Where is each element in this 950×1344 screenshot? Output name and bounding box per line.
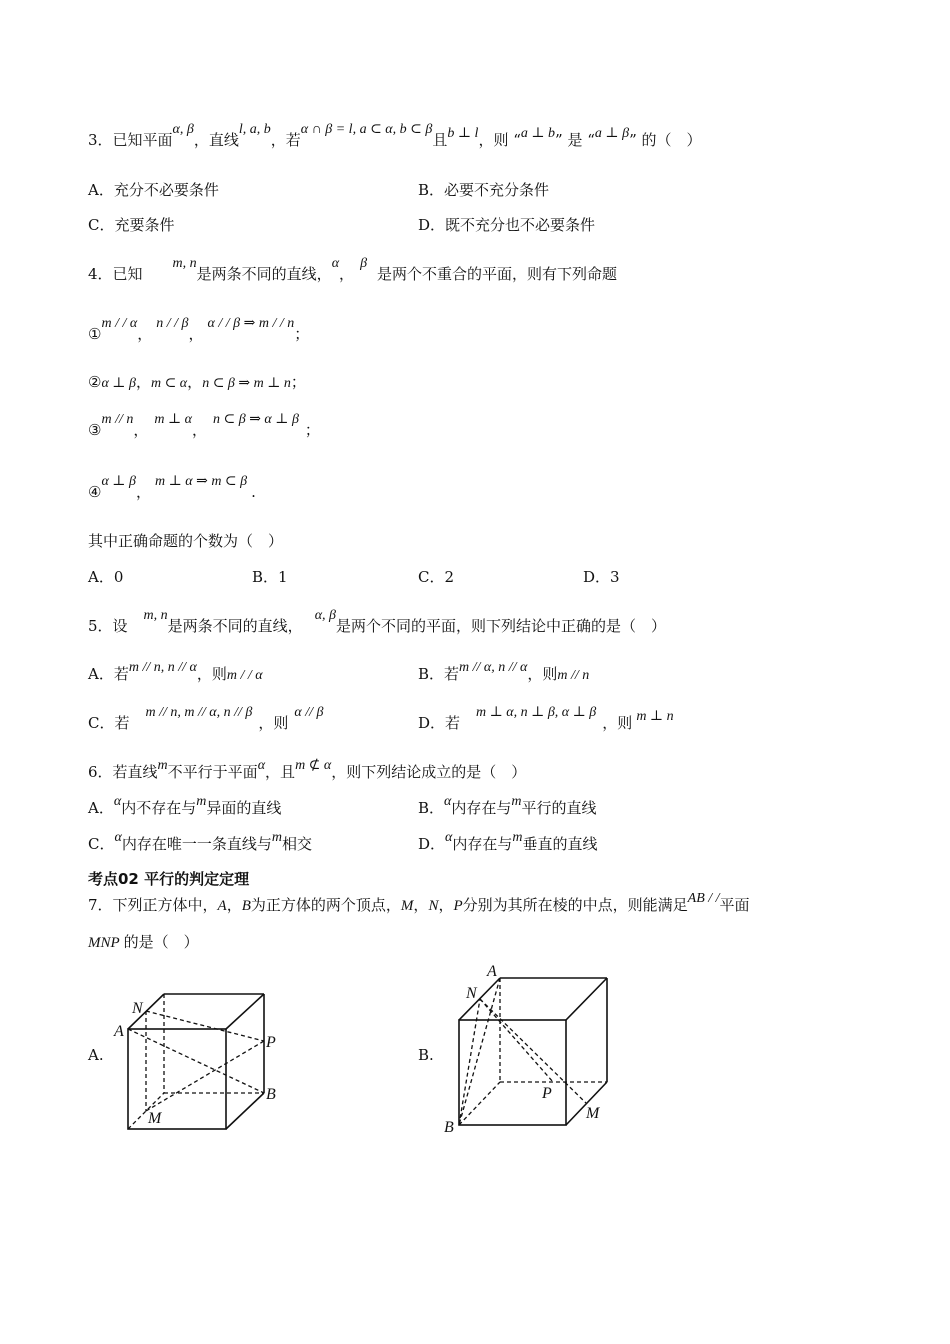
q7-var: MNP [88, 935, 120, 951]
q4-option-a[interactable]: A．0 [88, 568, 124, 586]
q6-b-math: m [511, 794, 522, 809]
q6-d-math: m [512, 830, 523, 845]
q3-option-b[interactable]: B．必要不充分条件 [418, 181, 550, 199]
q5-d-text: D．若 [418, 714, 461, 732]
q6-text: 6．若直线 [88, 763, 158, 781]
q6-a-math: m [196, 794, 207, 809]
q6-d-text: D． [418, 835, 446, 853]
q4-p4-number: ④ [88, 483, 102, 501]
q4-text: ， [339, 265, 355, 283]
q4-text: 是两个不重合的平面，则有下列命题 [377, 265, 618, 283]
q3-text: ” 的（ ） [629, 131, 702, 149]
q6-text: ，且 [265, 763, 296, 781]
q7-figure-b-label[interactable]: B. [418, 1046, 434, 1064]
q3-text: 且 [432, 131, 448, 149]
q7-text: ， [226, 896, 242, 914]
q7-var: A [217, 898, 227, 914]
q3-math-bl: b ⊥ l [447, 126, 479, 141]
segment-NM [480, 999, 586, 1103]
q4-p2-sep: ， [187, 373, 203, 391]
label-A: A [114, 1023, 124, 1040]
q7-figure-b-cube [440, 960, 620, 1140]
q3-math-abeta: a ⊥ β [594, 126, 630, 141]
q7-text: 的是（ ） [123, 933, 199, 951]
q5-text: 5．设 [88, 617, 128, 635]
q4-p3-end: ； [304, 421, 320, 439]
q4-p1-math: m / / α [101, 316, 138, 331]
q6-math: α [257, 758, 266, 773]
label-M: M [586, 1105, 600, 1122]
q6-math: m [157, 758, 168, 773]
q7-text: 7．下列正方体中， [88, 896, 218, 914]
q5-option-c[interactable] [88, 705, 324, 735]
segment-NP [480, 999, 553, 1082]
q5-text: 是两条不同的直线， [167, 617, 303, 635]
q6-a-math: α [113, 794, 122, 809]
q3-text: ，直线 [193, 131, 239, 149]
q4-p3-sep: ， [133, 421, 149, 439]
q6-c-text: C． [88, 835, 115, 853]
q5-stem [88, 608, 667, 638]
q5-c-math: m // n, m // α, n // β [145, 705, 253, 720]
q7-text: 分别为其所在棱的中点，则能满足 [462, 896, 688, 914]
q4-p1-number: ① [88, 325, 102, 343]
q5-d-text: ，则 [602, 714, 633, 732]
q5-d-math: m ⊥ α, n ⊥ β, α ⊥ β [476, 705, 597, 720]
q6-d-text: 垂直的直线 [522, 835, 598, 853]
q7-var: B [241, 898, 251, 914]
q6-c-text: 相交 [281, 835, 312, 853]
q5-b-math: m // n [557, 668, 590, 683]
q5-c-text: C．若 [88, 714, 130, 732]
q5-option-a[interactable] [88, 660, 263, 686]
label-P: P [266, 1034, 276, 1051]
q4-p1-end: ； [294, 325, 310, 343]
q4-p1-math: α / / β ⇒ m / / n [207, 316, 295, 331]
q5-math-planes: α, β [314, 608, 337, 623]
q4-p1-sep: ， [137, 325, 153, 343]
q5-b-text: B．若 [418, 665, 460, 683]
q4-p3-number: ③ [88, 421, 102, 439]
q7-stem [88, 891, 750, 917]
q6-stem [88, 758, 527, 784]
cube-edge [566, 978, 607, 1020]
cube-edge [226, 1093, 264, 1129]
q7-text: 平面 [719, 896, 750, 914]
cube-edge [226, 994, 264, 1029]
q6-d-text: 内存在与 [452, 835, 513, 853]
q4-p2-math: m ⊂ α [150, 376, 188, 391]
q6-a-text: A． [88, 799, 114, 817]
q4-p3-math: m // n [101, 412, 134, 427]
q4-question: 其中正确命题的个数为（ ） [88, 532, 284, 550]
q7-var: M [400, 898, 414, 914]
q7-figure-a-label[interactable]: A. [88, 1046, 104, 1064]
q6-math: m ⊄ α [295, 758, 332, 773]
q6-b-math: α [444, 794, 452, 809]
q4-p2-math: n ⊂ β ⇒ m ⊥ n [202, 376, 291, 391]
q4-proposition-3 [88, 412, 320, 442]
q6-option-b[interactable] [418, 794, 597, 820]
q5-a-text: ，则 [196, 665, 227, 683]
q6-a-text: 异面的直线 [206, 799, 282, 817]
q4-p4-end: . [251, 483, 256, 501]
q3-stem [88, 122, 702, 152]
q6-option-c[interactable] [88, 830, 312, 856]
q5-a-math: m / / α [226, 668, 263, 683]
q6-option-a[interactable] [88, 794, 282, 820]
q6-b-text: 内存在与 [451, 799, 512, 817]
q3-math-ab: a ⊥ b [520, 126, 556, 141]
q5-b-text: ，则 [527, 665, 558, 683]
label-M: M [148, 1110, 162, 1127]
q5-c-text: ，则 [258, 714, 289, 732]
q3-option-a[interactable]: A．充分不必要条件 [88, 181, 219, 199]
q4-math-mn: m, n [172, 256, 197, 271]
q4-p3-math: n ⊂ β ⇒ α ⊥ β [213, 412, 299, 427]
q5-option-b[interactable] [418, 660, 590, 686]
q7-var: P [453, 898, 463, 914]
q3-math-planes: α, β [172, 122, 194, 137]
q5-math-mn: m, n [143, 608, 168, 623]
q4-p2-math: α ⊥ β [101, 376, 136, 391]
q4-math-beta: β [360, 256, 368, 271]
q6-a-text: 内不存在与 [121, 799, 197, 817]
q4-proposition-1 [88, 316, 310, 346]
q6-b-text: 平行的直线 [521, 799, 597, 817]
q4-text: 4．已知 [88, 265, 143, 283]
label-P: P [542, 1085, 552, 1102]
q4-p1-sep: ， [188, 325, 204, 343]
q7-text: ， [438, 896, 454, 914]
q7-figure-a-cube [110, 985, 280, 1140]
q4-proposition-2 [88, 372, 306, 394]
q6-text: ，则下列结论成立的是（ ） [331, 763, 527, 781]
q6-option-d[interactable] [418, 830, 598, 856]
q7-math: AB / / [687, 891, 720, 906]
q5-b-math: m // α, n // α [459, 660, 528, 675]
q3-math-condition: α ∩ β = l, a ⊂ α, b ⊂ β [300, 122, 433, 137]
q4-p2-sep: ， [135, 373, 151, 391]
q6-text: 不平行于平面 [167, 763, 258, 781]
label-N: N [466, 985, 477, 1002]
q4-p2-end: ； [290, 373, 306, 391]
q5-a-math: m // n, n // α [128, 660, 197, 675]
q7-var: N [428, 898, 439, 914]
q4-math-alpha: α [331, 256, 340, 271]
q7-text: 为正方体的两个顶点， [250, 896, 401, 914]
q3-text: ，则 “ [478, 131, 521, 149]
q4-stem [88, 256, 618, 286]
label-A: A [487, 963, 497, 980]
q4-p3-sep: ， [191, 421, 207, 439]
q4-p3-math: m ⊥ α [154, 412, 192, 427]
q7-text: ， [413, 896, 429, 914]
q4-option-b[interactable]: B．1 [252, 568, 288, 586]
q3-text: 3．已知平面 [88, 131, 173, 149]
q6-c-math: m [271, 830, 282, 845]
q3-text: ，若 [270, 131, 301, 149]
label-N: N [132, 1000, 143, 1017]
q5-option-d[interactable] [418, 705, 674, 735]
label-B: B [444, 1119, 454, 1136]
q5-d-math: m ⊥ n [636, 709, 674, 724]
segment-AB [128, 1029, 264, 1093]
q4-p2-number: ② [88, 373, 102, 391]
q3-text: ” 是 “ [555, 131, 595, 149]
q4-proposition-4 [88, 474, 256, 504]
q4-p4-sep: ， [135, 483, 151, 501]
q5-c-math: α // β [294, 705, 324, 720]
q5-a-text: A．若 [88, 665, 129, 683]
q4-p4-math: m ⊥ α ⇒ m ⊂ β [154, 474, 248, 489]
q4-text: 是两条不同的直线， [196, 265, 332, 283]
q4-p1-math: n / / β [156, 316, 189, 331]
q6-c-text: 内存在唯一一条直线与 [121, 835, 272, 853]
q3-math-lines: l, a, b [238, 122, 271, 137]
q3-option-c[interactable]: C．充要条件 [88, 216, 175, 234]
q3-option-d[interactable]: D．既不充分也不必要条件 [418, 216, 596, 234]
label-B: B [266, 1086, 276, 1103]
q6-d-math: α [445, 830, 453, 845]
q6-b-text: B． [418, 799, 445, 817]
q7-stem-line2 [88, 932, 199, 953]
q4-p4-math: α ⊥ β [101, 474, 136, 489]
q4-option-c[interactable]: C．2 [418, 568, 455, 586]
q5-text: 是两个不同的平面，则下列结论中正确的是（ ） [336, 617, 667, 635]
q6-c-math: α [114, 830, 122, 845]
section-heading: 考点02 平行的判定定理 [88, 870, 250, 888]
q4-option-d[interactable]: D．3 [583, 568, 620, 586]
